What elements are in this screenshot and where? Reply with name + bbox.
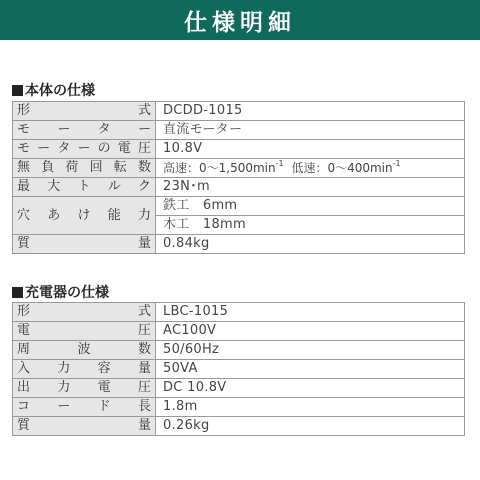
body-spec-table [12,101,465,254]
charger-spec-table [12,302,465,436]
label-char: 出 [17,380,31,395]
row-label-voltage [17,140,151,158]
speed-low: 低速：0〜400min [291,161,393,175]
row-label-input [17,360,151,378]
row-label-voltage [17,322,151,340]
label-char: タ [97,122,111,137]
label-char: 能 [107,207,121,223]
label-char: 長 [137,399,151,414]
label-char: 力 [137,207,151,223]
label-char: 入 [17,361,31,376]
label-char: ー [37,141,51,156]
label-char: 圧 [137,323,151,338]
value-model: LBC-1015 [156,303,465,322]
label-char: 容 [97,361,111,376]
label-char: 形 [17,304,31,319]
table-row [13,121,465,140]
label-char: 数 [137,342,151,357]
table-row [13,417,465,436]
row-label-weight [17,417,151,435]
value-weight: 0.84kg [156,235,465,254]
table-row [13,322,465,341]
label-char: ー [57,399,71,414]
value-voltage: AC100V [156,322,465,341]
row-label-cord [17,398,151,416]
label-char: 荷 [65,160,79,175]
label-char: 式 [137,103,151,118]
value-output: DC 10.8V [156,379,465,398]
label-char: 周 [17,342,31,357]
speed-high: 高速：0〜1,500min [163,161,276,175]
row-label-drill [17,207,151,225]
section-title-charger-text: 充電器の仕様 [25,285,109,301]
label-char: 電 [17,323,31,338]
value-speed: 高速：0〜$1,500\min^{-1}$ 低速：0〜$400\min^{-1}$ [156,159,465,178]
row-label-model [17,303,151,321]
value-voltage: 10.8V [156,140,465,159]
label-char: の [97,141,111,156]
label-char: 転 [113,160,127,175]
label-char: 圧 [137,380,151,395]
label-char: 力 [57,380,71,395]
drill-wood: 木工 18mm [163,217,246,232]
header-banner [0,0,480,40]
row-label-torque [17,178,151,196]
label-char: 回 [89,160,103,175]
label-char: 量 [137,361,151,376]
label-char: ク [137,179,151,194]
label-char: 力 [57,361,71,376]
label-char: 量 [137,418,151,433]
square-bullet-icon [12,85,23,96]
label-char: あ [47,207,61,223]
value-drill [156,197,465,235]
label-char: 形 [17,103,31,118]
table-row [13,102,465,121]
label-char: 波 [77,342,91,357]
label-char: ド [97,399,111,414]
row-label-frequency [17,341,151,359]
value-cord: 1.8m [156,398,465,417]
label-char: 負 [41,160,55,175]
label-char: 大 [47,179,61,194]
label-char: 式 [137,304,151,319]
table-row [13,341,465,360]
table-row [13,360,465,379]
section-title-body-text: 本体の仕様 [25,83,95,99]
label-char: ー [137,122,151,137]
label-char: 最 [17,179,31,194]
label-char: 量 [137,236,151,251]
label-char: 質 [17,236,31,251]
row-label-speed [17,159,151,177]
row-label-output [17,379,151,397]
value-model: DCDD-1015 [156,102,465,121]
row-label-motor [17,121,151,139]
label-char: 圧 [137,141,151,156]
table-row [13,197,465,235]
label-char: 電 [97,380,111,395]
label-char: 無 [17,160,31,175]
label-char: 質 [17,418,31,433]
label-char: け [77,207,91,223]
label-char: ト [77,179,91,194]
table-row [13,159,465,178]
table-row [13,235,465,254]
row-label-model [17,102,151,120]
label-char: コ [17,399,31,414]
page-title: 仕様明細 [184,9,296,36]
table-row [13,398,465,417]
label-char: タ [57,141,71,156]
label-char: ー [57,122,71,137]
value-weight: 0.26kg [156,417,465,436]
value-frequency: 50/60Hz [156,341,465,360]
section-title-charger [12,282,109,302]
label-char: ル [107,179,121,194]
section-title-body [12,80,95,100]
value-motor: 直流モーター [156,121,465,140]
table-row [13,379,465,398]
label-char: 数 [137,160,151,175]
table-row [13,178,465,197]
row-label-weight [17,235,151,253]
drill-steel: 鉄工 6mm [156,197,464,216]
table-row [13,303,465,322]
label-char: モ [17,122,31,137]
square-bullet-icon [12,287,23,298]
label-char: モ [17,141,31,156]
table-row [13,140,465,159]
label-char: 穴 [17,207,31,223]
value-input: 50VA [156,360,465,379]
label-char: ー [77,141,91,156]
value-torque: 23N･m [156,178,465,197]
label-char: 電 [117,141,131,156]
